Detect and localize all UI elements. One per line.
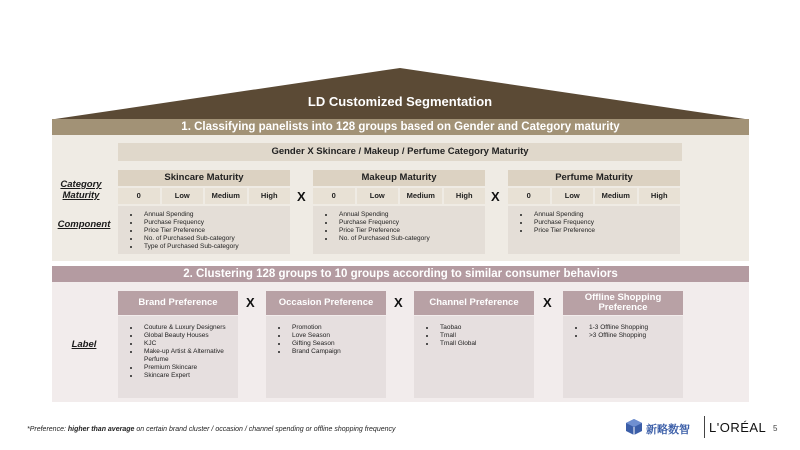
list-item: • >3 Offline Shopping (585, 332, 683, 340)
logo-divider (704, 416, 705, 438)
diagram-title: LD Customized Segmentation (307, 94, 493, 109)
scale-medium: Medium (205, 188, 247, 204)
makeup-scale (313, 188, 485, 204)
perfume-components (508, 206, 680, 254)
list-item: • Type of Purchased Sub-category (140, 243, 290, 251)
scale-low: Low (552, 188, 594, 204)
cube-logo-icon (625, 418, 643, 436)
list-item: • Taobao (436, 324, 534, 332)
scale-medium: Medium (400, 188, 442, 204)
section2-banner: 2. Clustering 128 groups to 10 groups according to similar consumer behaviors (52, 266, 749, 282)
multiply-sign: X (394, 295, 403, 310)
component-label: Component (57, 219, 111, 230)
skincare-components (118, 206, 290, 254)
list-item: • Gifting Season (288, 340, 386, 348)
category-maturity-label: Category Maturity (60, 179, 102, 201)
multiply-sign: X (297, 189, 306, 204)
list-item: • Purchase Frequency (140, 219, 290, 227)
list-item: • Annual Spending (335, 211, 485, 219)
occasion-preference-header: Occasion Preference (266, 291, 386, 315)
section1-banner: 1. Classifying panelists into 128 groups based on Gender and Category maturity (52, 119, 749, 135)
list-item: • Price Tier Preference (530, 227, 680, 235)
scale-0: 0 (118, 188, 160, 204)
list-item: • Make-up Artist & Alternative Perfume (140, 348, 238, 364)
footnote-prefix: *Preference: (27, 426, 68, 433)
list-item: • KJC (140, 340, 238, 348)
list-item: • Global Beauty Houses (140, 332, 238, 340)
list-item: • Purchase Frequency (530, 219, 680, 227)
scale-0: 0 (313, 188, 355, 204)
label-row-label: Label (71, 339, 97, 350)
scale-medium: Medium (595, 188, 637, 204)
list-item: • Premium Skincare (140, 364, 238, 372)
scale-high: High (444, 188, 486, 204)
brand-preference-list (118, 316, 238, 398)
list-item: • Annual Spending (530, 211, 680, 219)
list-item: • No. of Purchased Sub-category (140, 235, 290, 243)
scale-low: Low (162, 188, 204, 204)
brand-preference-header: Brand Preference (118, 291, 238, 315)
list-item: • Couture & Luxury Designers (140, 324, 238, 332)
channel-preference-header: Channel Preference (414, 291, 534, 315)
offline-shopping-preference-list (563, 316, 683, 398)
perfume-maturity-header: Perfume Maturity (508, 170, 680, 186)
skincare-maturity-header: Skincare Maturity (118, 170, 290, 186)
multiply-sign: X (491, 189, 500, 204)
perfume-scale (508, 188, 680, 204)
multiply-sign: X (246, 295, 255, 310)
loreal-logo: L'ORÉAL (709, 420, 767, 435)
list-item: • Annual Spending (140, 211, 290, 219)
footnote (27, 426, 396, 433)
list-item: • Tmall Global (436, 340, 534, 348)
channel-preference-list (414, 316, 534, 398)
occasion-preference-list (266, 316, 386, 398)
list-item: • Skincare Expert (140, 372, 238, 380)
list-item: • Price Tier Preference (140, 227, 290, 235)
makeup-maturity-header: Makeup Maturity (313, 170, 485, 186)
offline-shopping-preference-header: Offline Shopping Preference (563, 291, 683, 315)
list-item: • Price Tier Preference (335, 227, 485, 235)
skincare-scale (118, 188, 290, 204)
list-item: • Love Season (288, 332, 386, 340)
list-item: • Purchase Frequency (335, 219, 485, 227)
scale-0: 0 (508, 188, 550, 204)
page-number: 5 (773, 424, 778, 433)
list-item: • Promotion (288, 324, 386, 332)
scale-low: Low (357, 188, 399, 204)
partner-logo: 新略数智 (646, 424, 690, 436)
footnote-bold: higher than average (67, 426, 135, 433)
makeup-components (313, 206, 485, 254)
scale-high: High (249, 188, 291, 204)
list-item: • Brand Campaign (288, 348, 386, 356)
list-item: • No. of Purchased Sub-category (335, 235, 485, 243)
scale-high: High (639, 188, 681, 204)
list-item: • 1-3 Offline Shopping (585, 324, 683, 332)
list-item: • Tmall (436, 332, 534, 340)
section1-subheader: Gender X Skincare / Makeup / Perfume Category Maturity (118, 143, 682, 161)
multiply-sign: X (543, 295, 552, 310)
footnote-suffix: on certain brand cluster / occasion / channel spending or offline shopping frequency (134, 426, 396, 433)
